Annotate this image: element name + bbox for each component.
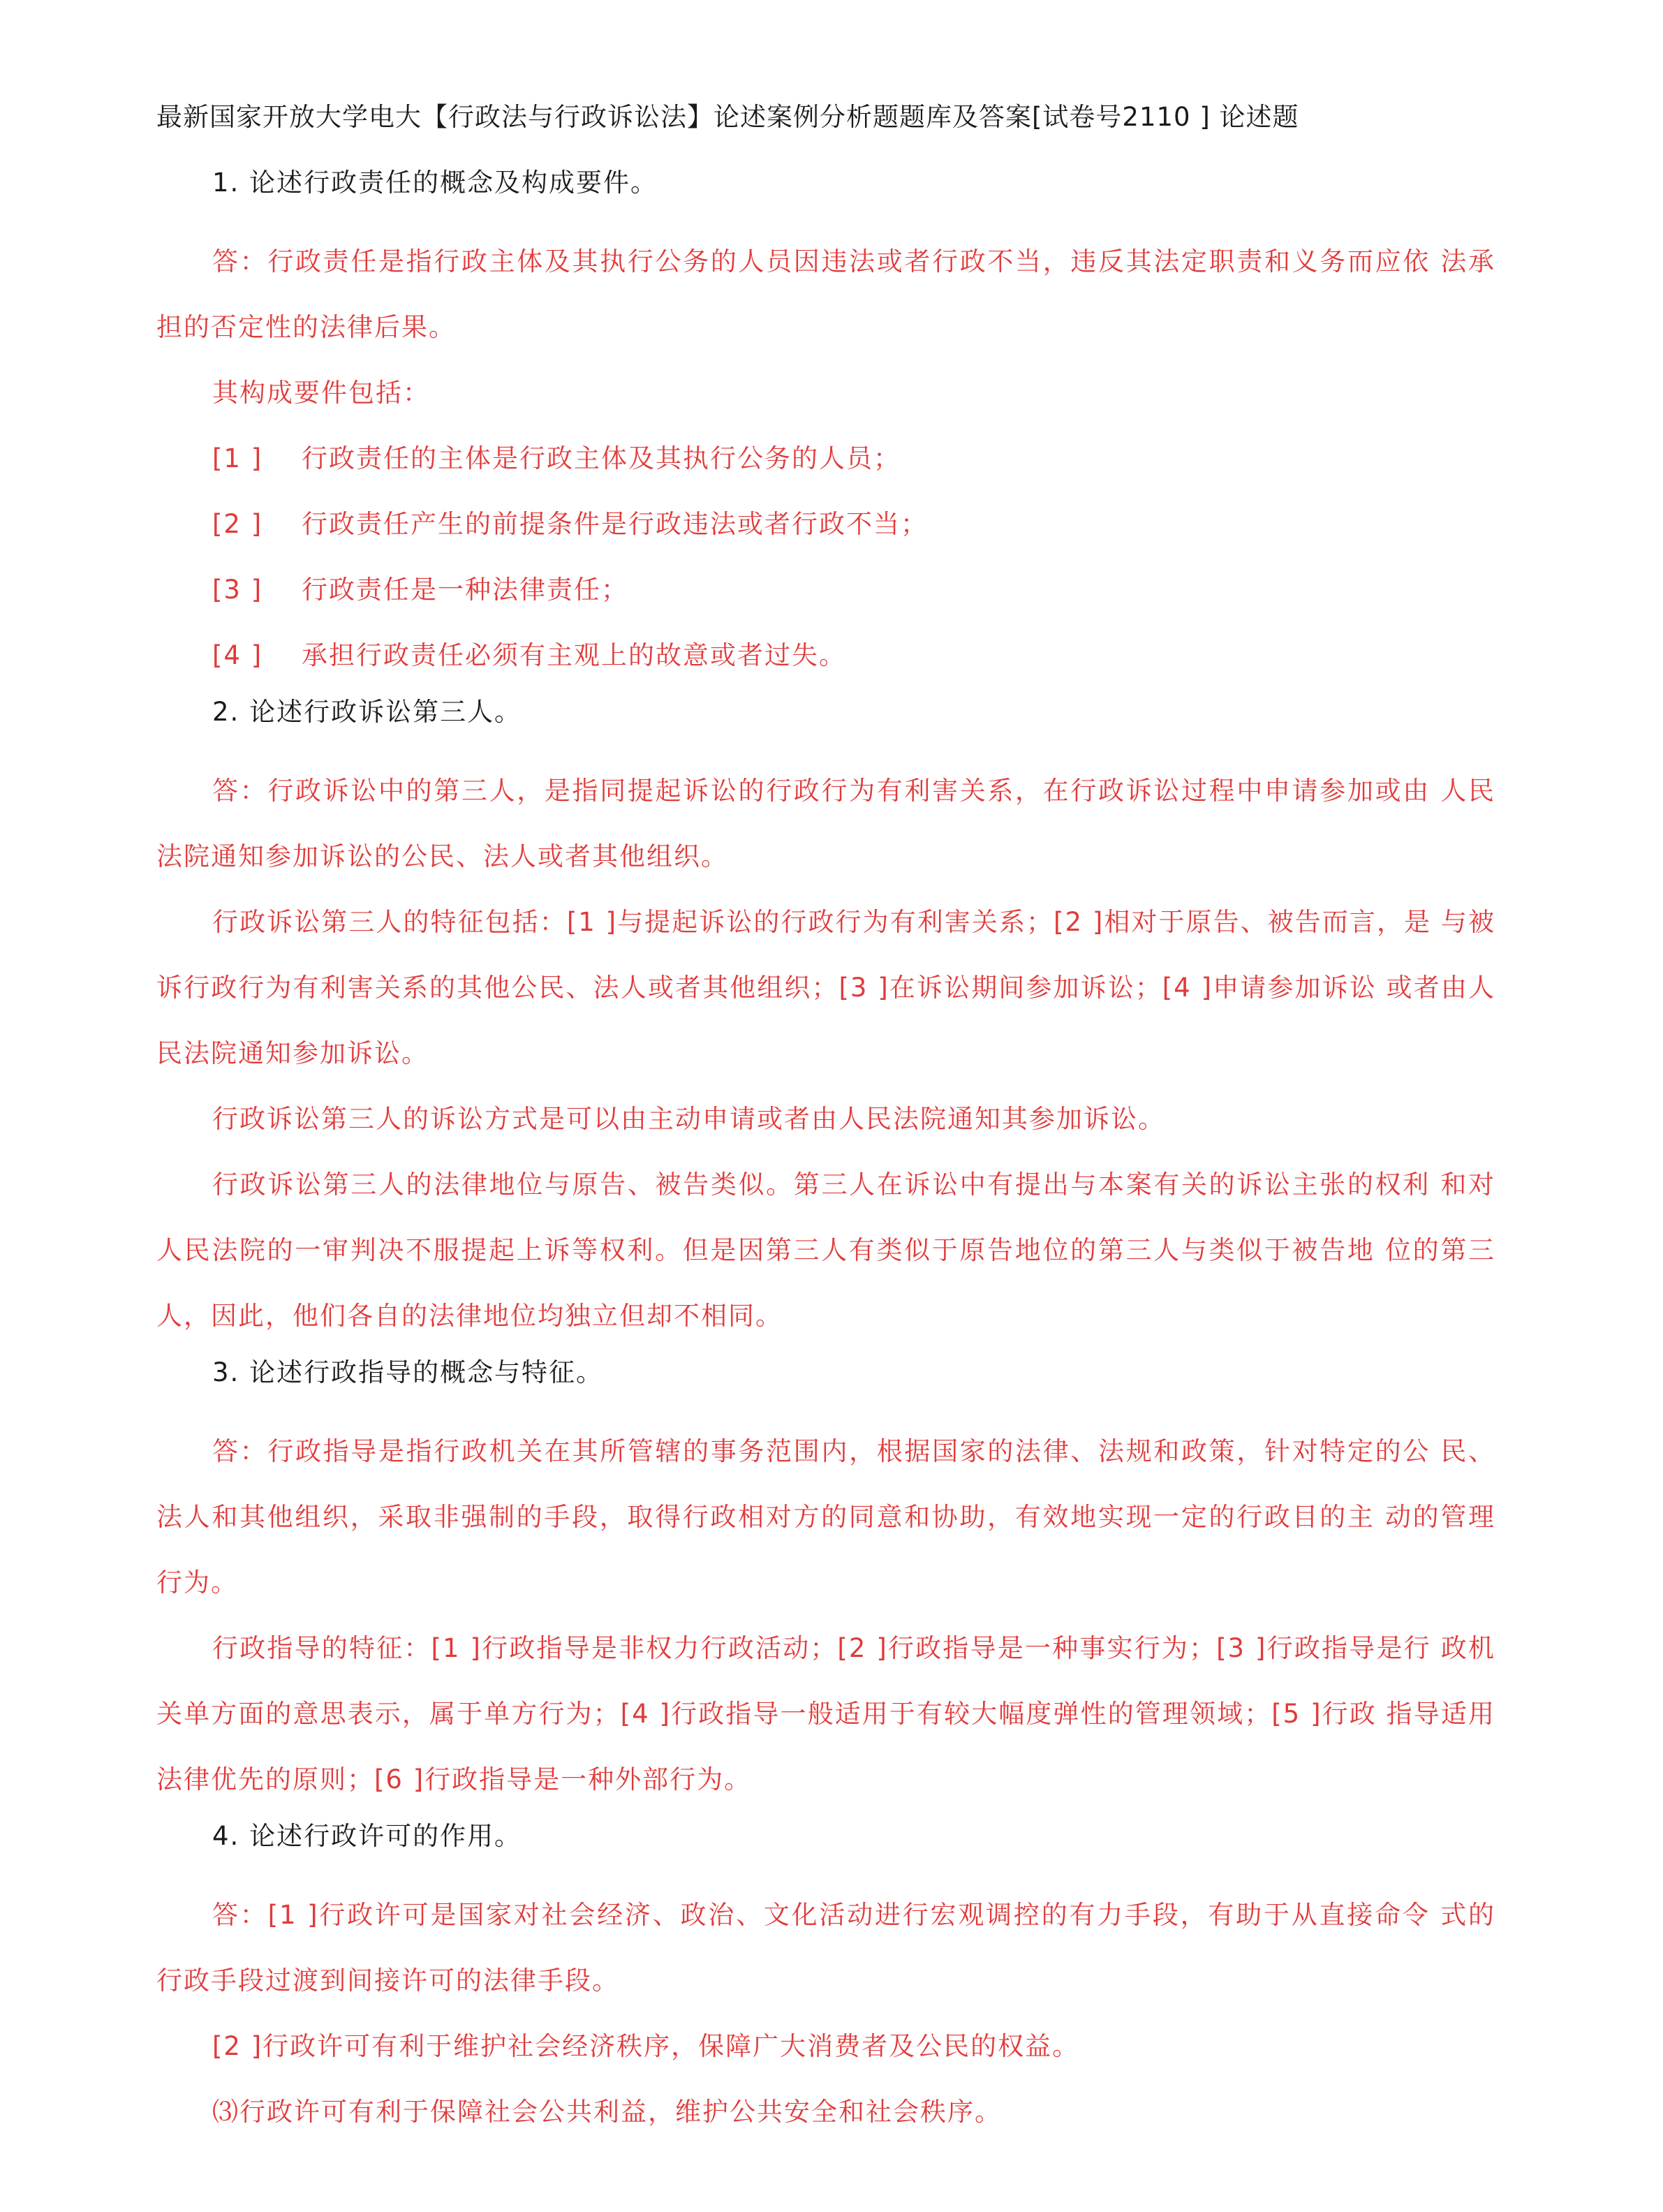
answer-1-item: [156, 623, 1495, 688]
answer-2-status: 行政诉讼第三人的法律地位与原告、被告类似。第三人在诉讼中有提出与本案有关的诉讼主张的权利 和对人民法院的一审判决不服提起上诉等权利。但是因第三人有类似于原告地位的第三人与类似于被告地 位的第三人，因此，他们各自的法律地位均独立但却不相同。: [156, 1170, 1495, 1331]
answer-1-item: [156, 557, 1495, 623]
answer-1-item: [156, 426, 1495, 492]
answer-4-point-3: ⑶行政许可有利于保障社会公共利益，维护公共安全和社会秩序。: [212, 2097, 1002, 2127]
answer-1-item: [156, 492, 1495, 557]
document-title: 最新国家开放大学电大【行政法与行政诉讼法】论述案例分析题题库及答案[试卷号2110 ] 论述题: [156, 102, 1299, 132]
answer-2-method: 行政诉讼第三人的诉讼方式是可以由主动申请或者由人民法院通知其参加诉讼。: [212, 1104, 1165, 1134]
answer-4: 答：[1 ]行政许可是国家对社会经济、政治、文化活动进行宏观调控的有力手段，有助于从直接命令 式的行政手段过渡到间接许可的法律手段。: [156, 1900, 1495, 1996]
question-2: 2. 论述行政诉讼第三人。: [212, 697, 522, 727]
answer-3: 答：行政指导是指行政机关在其所管辖的事务范围内，根据国家的法律、法规和政策，针对特定的公 民、法人和其他组织，采取非强制的手段，取得行政相对方的同意和协助，有效地实现一定的行政目的主 动的管理行为。: [156, 1436, 1495, 1598]
item-number: [4 ]: [212, 640, 263, 670]
item-number: [2 ]: [212, 509, 263, 539]
answer-1: 答：行政责任是指行政主体及其执行公务的人员因违法或者行政不当，违反其法定职责和义务而应依 法承担的否定性的法律后果。: [156, 246, 1495, 342]
answer-3-features: 行政指导的特征：[1 ]行政指导是非权力行政活动；[2 ]行政指导是一种事实行为；[3 ]行政指导是行 政机关单方面的意思表示，属于单方行为；[4 ]行政指导一般适用于有较大幅度弹性的管理领域；[5 ]行政 指导适用法律优先的原则；[6 ]行政指导是一种外部行为。: [156, 1633, 1495, 1794]
item-text: 行政责任是一种法律责任；: [302, 575, 628, 605]
answer-2: 答：行政诉讼中的第三人，是指同提起诉讼的行政行为有利害关系，在行政诉讼过程中申请参加或由 人民法院通知参加诉讼的公民、法人或者其他组织。: [156, 776, 1495, 871]
item-number: [3 ]: [212, 575, 263, 605]
question-1: 1. 论述行政责任的概念及构成要件。: [212, 168, 658, 198]
item-text: 行政责任的主体是行政主体及其执行公务的人员；: [302, 443, 901, 473]
item-text: 行政责任产生的前提条件是行政违法或者行政不当；: [302, 509, 928, 539]
item-text: 承担行政责任必须有主观上的故意或者过失。: [302, 640, 846, 670]
answer-1-intro: 其构成要件包括：: [212, 378, 430, 408]
answer-4-point-2: [2 ]行政许可有利于维护社会经济秩序，保障广大消费者及公民的权益。: [212, 2031, 1080, 2061]
question-3: 3. 论述行政指导的概念与特征。: [212, 1357, 604, 1387]
item-number: [1 ]: [212, 443, 263, 473]
answer-2-features: 行政诉讼第三人的特征包括：[1 ]与提起诉讼的行政行为有利害关系；[2 ]相对于原告、被告而言，是 与被诉行政行为有利害关系的其他公民、法人或者其他组织；[3 ]在诉讼期间参加诉讼；[4 ]申请参加诉讼 或者由人民法院通知参加诉讼。: [156, 907, 1495, 1068]
question-4: 4. 论述行政许可的作用。: [212, 1821, 522, 1851]
